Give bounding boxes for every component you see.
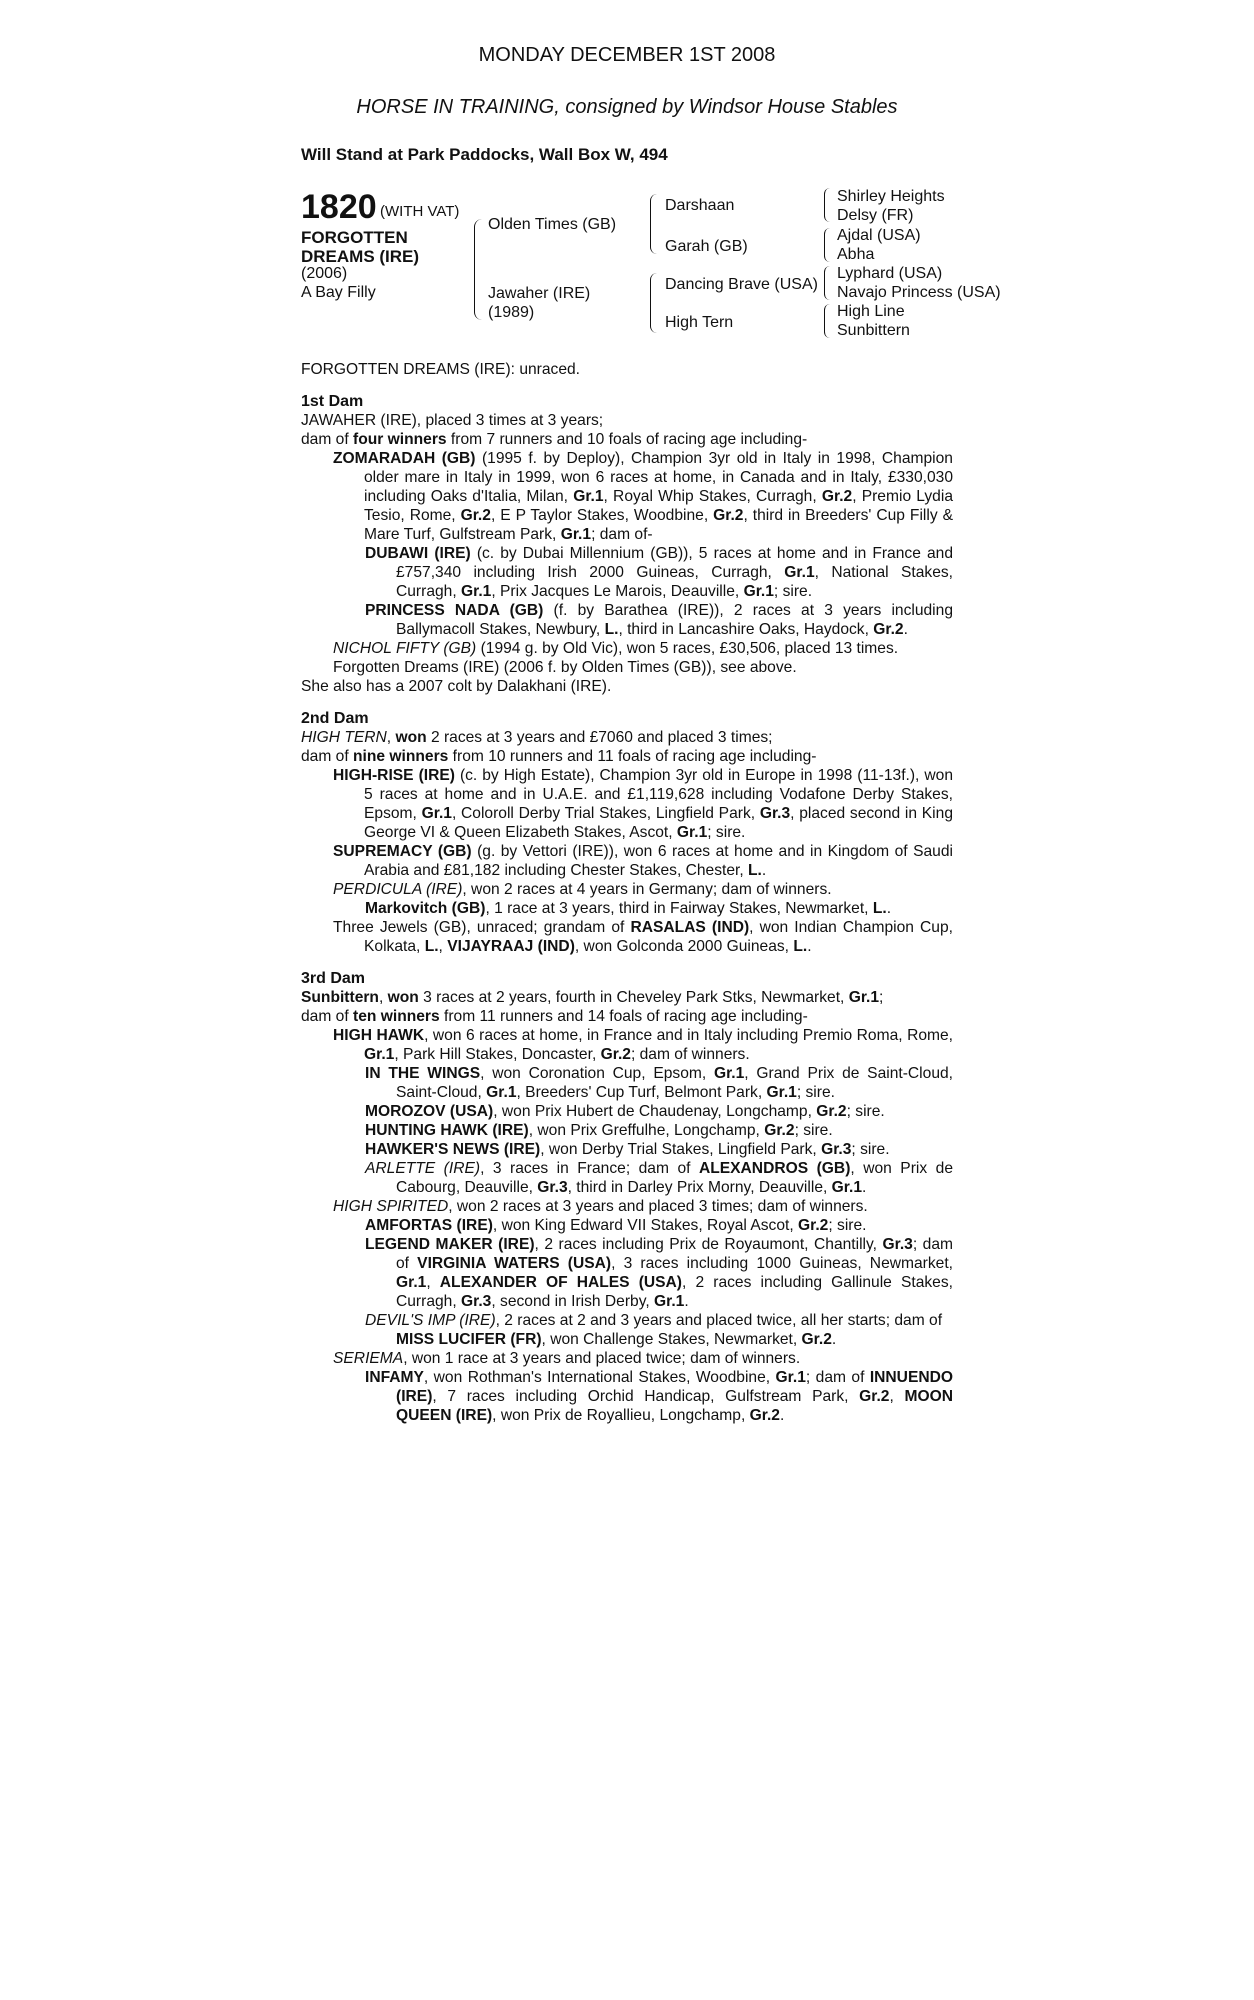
produce-markovitch: Markovitch (GB), 1 race at 3 years, third in Fairway Stakes, Newmarket, L.. [365,900,892,917]
third-dam-line: Sunbittern, won 3 races at 2 years, fourth in Cheveley Park Stks, Newmarket, Gr.1; [301,989,884,1006]
produce-amfortas: AMFORTAS (IRE), won King Edward VII Stakes, Royal Ascot, Gr.2; sire. [365,1217,867,1234]
pedigree-sire: Olden Times (GB) [488,216,617,233]
pedigree-ddd: Sunbittern [837,322,910,339]
produce-high-spirited: HIGH SPIRITED, won 2 races at 3 years and placed 3 times; dam of winners. [333,1198,868,1215]
produce-legend-maker: LEGEND MAKER (IRE), 2 races including Prix de Royaumont, Chantilly, Gr.3; dam of VIRGINIA WATERS (USA), 3 races including 1000 Guineas, Newmarket, Gr.1, ALEXANDER OF HALES (USA), 2 races including Gallinule Stakes, Curragh, Gr.3, second in Irish Derby, Gr.1. [365,1236,954,1310]
horse-name-line2: DREAMS (IRE) [301,247,420,266]
dam-also-note: She also has a 2007 colt by Dalakhani (IRE). [301,678,612,695]
pedigree-brace-parents [474,219,482,320]
produce-hunting-hawk: HUNTING HAWK (IRE), won Prix Greffulhe, Longchamp, Gr.2; sire. [365,1122,833,1139]
produce-high-rise: HIGH-RISE (IRE) (c. by High Estate), Champion 3yr old in Europe in 1998 (11-13f.), won 5 races at home and in U.A.E. and £1,119,628 including Vodafone Derby Stakes, Epsom, Gr.1, Coloroll Derby Trial Stakes, Lingfield Park, Gr.3, placed second in King George VI & Queen Elizabeth Stakes, Ascot, Gr.1; sire. [333,767,953,841]
pedigree-brace-g2 [824,228,830,262]
pedigree-dam-sire: Dancing Brave (USA) [665,276,818,293]
produce-morozov: MOROZOV (USA), won Prix Hubert de Chaudenay, Longchamp, Gr.2; sire. [365,1103,885,1120]
produce-in-the-wings: IN THE WINGS, won Coronation Cup, Epsom, Gr.1, Grand Prix de Saint-Cloud, Saint-Cloud, Gr.1, Breeders' Cup Turf, Belmont Park, Gr.1; sire. [365,1065,953,1101]
pedigree-dam [488,284,590,322]
horse-name [301,228,461,266]
horse-year: (2006) [301,265,348,282]
first-dam-heading: 1st Dam [301,393,364,410]
produce-devils-imp: DEVIL'S IMP (IRE), 2 races at 2 and 3 years and placed twice, all her starts; dam of [365,1312,943,1329]
lot-number: 1820 [301,188,377,226]
second-dam-line: HIGH TERN, won 2 races at 3 years and £7060 and placed 3 times; [301,729,773,746]
pedigree-dds: High Line [837,303,905,320]
catalogue-text [301,360,953,1425]
produce-infamy: INFAMY, won Rothman's International Stakes, Woodbine, Gr.1; dam of INNUENDO (IRE), 7 races including Orchid Handicap, Gulfstream Park, Gr.2, MOON QUEEN (IRE), won Prix de Royallieu, Longchamp, Gr.2. [365,1369,953,1424]
first-dam-line: JAWAHER (IRE), placed 3 times at 3 years; [301,412,604,429]
pedigree-dss: Lyphard (USA) [837,265,943,282]
pedigree-dam-dam: High Tern [665,314,734,331]
pedigree-brace-g3 [824,266,830,300]
race-record-intro: FORGOTTEN DREAMS (IRE): unraced. [301,361,580,378]
pedigree-sdd: Abha [837,246,875,263]
pedigree-ssd: Delsy (FR) [837,207,914,224]
consignment-subtitle: HORSE IN TRAINING, consigned by Windsor House Stables [356,96,898,118]
second-dam-heading: 2nd Dam [301,710,369,727]
pedigree-brace-dam-side [650,273,657,333]
produce-perdicula: PERDICULA (IRE), won 2 races at 4 years in Germany; dam of winners. [333,881,832,898]
produce-zomaradah: ZOMARADAH (GB) (1995 f. by Deploy), Champion 3yr old in Italy in 1998, Champion older mare in Italy in 1999, won 6 races at home, in Canada and in Italy, £330,030 including Oaks d'Italia, Milan, Gr.1, Royal Whip Stakes, Curragh, Gr.2, Premio Lydia Tesio, Rome, Gr.2, E P Taylor Stakes, Woodbine, Gr.2, third in Breeders' Cup Filly & Mare Turf, Gulfstream Park, Gr.1; dam of- [333,450,953,543]
produce-miss-lucifer: MISS LUCIFER (FR), won Challenge Stakes, Newmarket, Gr.2. [396,1331,837,1348]
pedigree-sire-sire: Darshaan [665,197,735,214]
pedigree-brace-g4 [824,304,830,338]
pedigree-sire-dam: Garah (GB) [665,238,748,255]
produce-hawkers-news: HAWKER'S NEWS (IRE), won Derby Trial Stakes, Lingfield Park, Gr.3; sire. [365,1141,890,1158]
produce-dubawi: DUBAWI (IRE) (c. by Dubai Millennium (GB)), 5 races at home and in France and £757,340 including Irish 2000 Guineas, Curragh, Gr.1, National Stakes, Curragh, Gr.1, Prix Jacques Le Marois, Deauville, Gr.1; sire. [365,545,953,600]
pedigree-dsd: Navajo Princess (USA) [837,284,1001,301]
pedigree-sss: Shirley Heights [837,188,945,205]
produce-arlette: ARLETTE (IRE), 3 races in France; dam of ALEXANDROS (GB), won Prix de Cabourg, Deauville, Gr.3, third in Darley Prix Morny, Deauville, Gr.1. [365,1160,953,1196]
horse-details [301,264,376,302]
sale-date: MONDAY DECEMBER 1ST 2008 [478,44,776,66]
horse-description: A Bay Filly [301,284,376,301]
stand-location: Will Stand at Park Paddocks, Wall Box W, 494 [301,145,668,164]
pedigree-sds: Ajdal (USA) [837,227,921,244]
vat-note: (WITH VAT) [380,203,460,220]
produce-nichol-fifty: NICHOL FIFTY (GB) (1994 g. by Old Vic), won 5 races, £30,506, placed 13 times. [333,640,899,657]
pedigree-dam-name: Jawaher (IRE) [488,285,591,302]
produce-high-hawk: HIGH HAWK, won 6 races at home, in France and in Italy including Premio Roma, Rome, Gr.1, Park Hill Stakes, Doncaster, Gr.2; dam of winners. [333,1027,954,1063]
first-dam-produce-line: dam of four winners from 7 runners and 10 foals of racing age including- [301,431,808,448]
produce-seriema: SERIEMA, won 1 race at 3 years and placed twice; dam of winners. [333,1350,801,1367]
pedigree-brace-g1 [824,188,830,222]
third-dam-produce-line: dam of ten winners from 11 runners and 14 foals of racing age including- [301,1008,808,1025]
produce-three-jewels: Three Jewels (GB), unraced; grandam of RASALAS (IND), won Indian Champion Cup, Kolkata, L., VIJAYRAAJ (IND), won Golconda 2000 Guineas, L.. [333,919,953,955]
third-dam-heading: 3rd Dam [301,970,366,987]
produce-princess-nada: PRINCESS NADA (GB) (f. by Barathea (IRE)), 2 races at 3 years including Ballymacoll Stakes, Newbury, L., third in Lancashire Oaks, Haydock, Gr.2. [365,602,953,638]
pedigree-brace-sire-side [650,194,657,254]
horse-name-line1: FORGOTTEN [301,228,408,247]
second-dam-produce-line: dam of nine winners from 10 runners and 11 foals of racing age including- [301,748,817,765]
produce-forgotten-dreams: Forgotten Dreams (IRE) (2006 f. by Olden Times (GB)), see above. [333,659,797,676]
pedigree-dam-year: (1989) [488,304,535,321]
produce-supremacy: SUPREMACY (GB) (g. by Vettori (IRE)), won 6 races at home and in Kingdom of Saudi Arabia and £81,182 including Chester Stakes, Chester, L.. [333,843,953,879]
